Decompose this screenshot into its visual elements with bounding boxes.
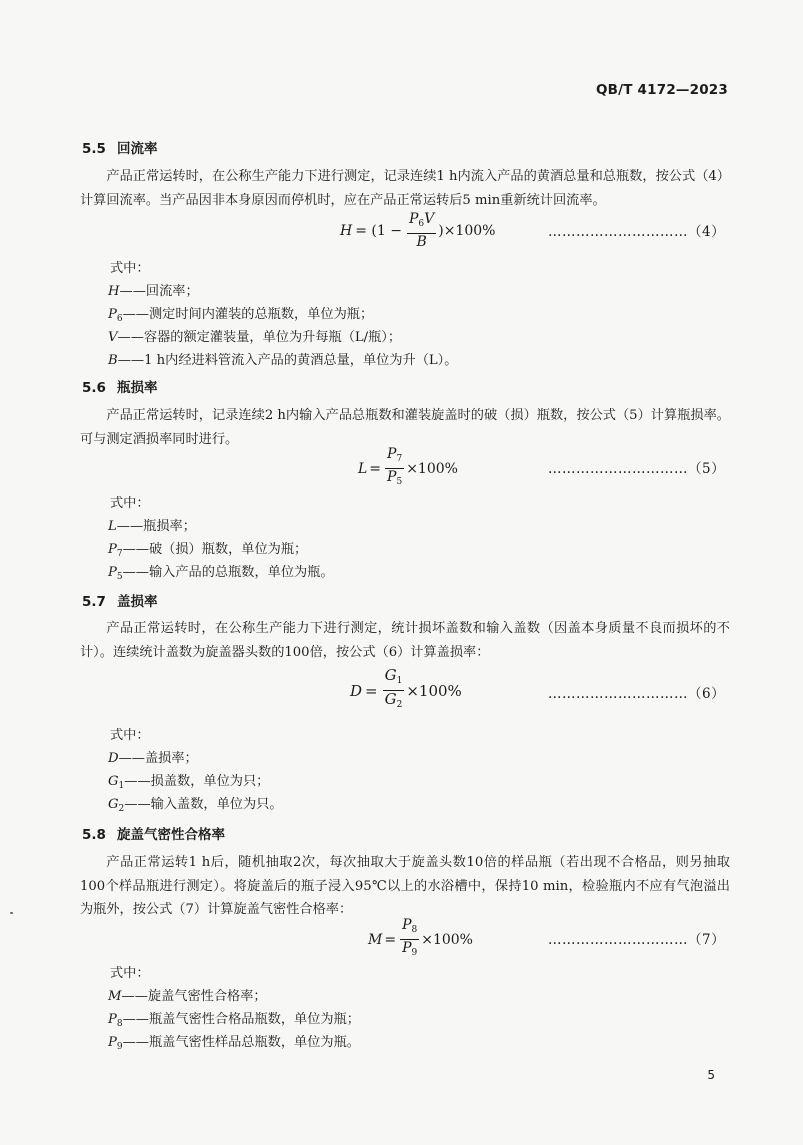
formula-fraction (400, 918, 419, 961)
section-5-7-heading (82, 590, 158, 610)
variable-line: $P_6——$测定时间内灌装的总瓶数，单位为瓶； (108, 307, 374, 324)
variable-line: $P_9——$瓶盖气密性样品总瓶数，单位为瓶。 (108, 1035, 360, 1052)
formula-operator: = (365, 681, 378, 700)
where-label: 式中： (110, 966, 150, 981)
formula-lhs: H (340, 223, 353, 239)
variable-line: L——瓶损率； (108, 519, 196, 534)
formula-6 (350, 668, 462, 713)
section-5-8-heading (82, 823, 225, 843)
section-5-5-paragraph: 产品正常运转时，在公称生产能力下进行测定，记录连续1 h内流入产品的黄酒总量和总瓶数，按公式（4）计算回流率。当产品因非本身原因而停机时，应在产品正常运转后5 min重新统计回流率。 (80, 169, 730, 208)
formula-4 (340, 212, 495, 250)
formula-lhs: D (350, 681, 363, 700)
fraction-numerator: $G_1$ (383, 668, 405, 691)
variable-line: V——容器的额定灌装量，单位为升每瓶（L/瓶）； (108, 330, 402, 345)
fraction-denominator: $G_2$ (384, 690, 403, 710)
section-5-7-paragraph: 产品正常运转时，在公称生产能力下进行测定，统计损坏盖数和输入盖数（因盖本身质量不良而损坏的不计）。连续统计盖数为旋盖器头数的100倍，按公式（6）计算盖损率： (80, 621, 730, 660)
fraction-denominator: B (416, 234, 427, 250)
variable-line: $P_7——$破（损）瓶数，单位为瓶； (108, 542, 308, 559)
formula-fraction (407, 212, 436, 250)
section-5-6-heading (82, 376, 158, 396)
where-label: 式中： (110, 261, 150, 276)
section-number: 5.6 (82, 380, 106, 396)
scan-speck (10, 912, 13, 914)
formula-operator: = (1 − (355, 223, 402, 239)
formula-7 (368, 918, 473, 961)
fraction-numerator: $P_7$ (385, 447, 404, 469)
variable-line: H——回流率； (108, 284, 199, 299)
section-title: 盖损率 (117, 594, 158, 610)
formula-number: …………………………（6） (548, 686, 726, 702)
standard-number: QB/T 4172—2023 (595, 82, 728, 98)
formula-tail: )×100% (438, 223, 496, 239)
section-number: 5.7 (82, 594, 106, 610)
variable-line: $G_1——$损盖数，单位为只； (108, 774, 270, 791)
variable-line: B——1 h内经进料管流入产品的黄酒总量，单位为升（L）。 (108, 353, 458, 368)
variable-line: M——旋盖气密性合格率； (108, 989, 267, 1004)
where-label: 式中： (110, 496, 150, 511)
formula-tail: ×100% (406, 460, 458, 477)
section-number: 5.8 (82, 827, 106, 843)
fraction-numerator: $P_6V$ (407, 212, 436, 234)
page-number: 5 (707, 1068, 715, 1082)
formula-number: …………………………（4） (548, 224, 726, 240)
section-title: 回流率 (117, 141, 158, 157)
section-5-5-heading (82, 137, 158, 157)
section-title: 瓶损率 (117, 380, 158, 396)
section-number: 5.5 (82, 141, 106, 157)
section-5-6-paragraph: 产品正常运转时，记录连续2 h内输入产品总瓶数和灌装旋盖时的破（损）瓶数，按公式（5）计算瓶损率。可与测定酒损率同时进行。 (80, 408, 730, 447)
section-title: 旋盖气密性合格率 (117, 827, 225, 843)
variable-line: D——盖损率； (108, 751, 198, 766)
formula-tail: ×100% (406, 681, 462, 700)
fraction-numerator: $P_8$ (400, 918, 419, 940)
formula-operator: = (384, 931, 397, 948)
formula-lhs: M (368, 931, 383, 948)
formula-operator: = (369, 460, 382, 477)
variable-line: $P_5——$输入产品的总瓶数，单位为瓶。 (108, 565, 334, 582)
formula-tail: ×100% (421, 931, 473, 948)
formula-number: …………………………（5） (548, 461, 726, 477)
variable-line: $G_2——$输入盖数，单位为只。 (108, 797, 283, 814)
fraction-denominator: $P_9$ (402, 940, 418, 958)
formula-lhs: L (358, 460, 368, 477)
formula-5 (358, 447, 458, 490)
fraction-denominator: $P_5$ (387, 469, 403, 487)
formula-fraction (385, 447, 404, 490)
formula-number: …………………………（7） (548, 932, 726, 948)
variable-line: $P_8——$瓶盖气密性合格品瓶数，单位为瓶； (108, 1012, 360, 1029)
formula-fraction (383, 668, 405, 713)
section-5-8-paragraph: 产品正常运转1 h后，随机抽取2次，每次抽取大于旋盖头数10倍的样品瓶（若出现不合格品，则另抽取100个样品瓶进行测定）。将旋盖后的瓶子浸入95℃以上的水浴槽中，保持10 min，检验瓶内不应有气泡溢出为瓶外，按公式（7）计算旋盖气密性合格率： (80, 855, 730, 917)
where-label: 式中： (110, 728, 150, 743)
